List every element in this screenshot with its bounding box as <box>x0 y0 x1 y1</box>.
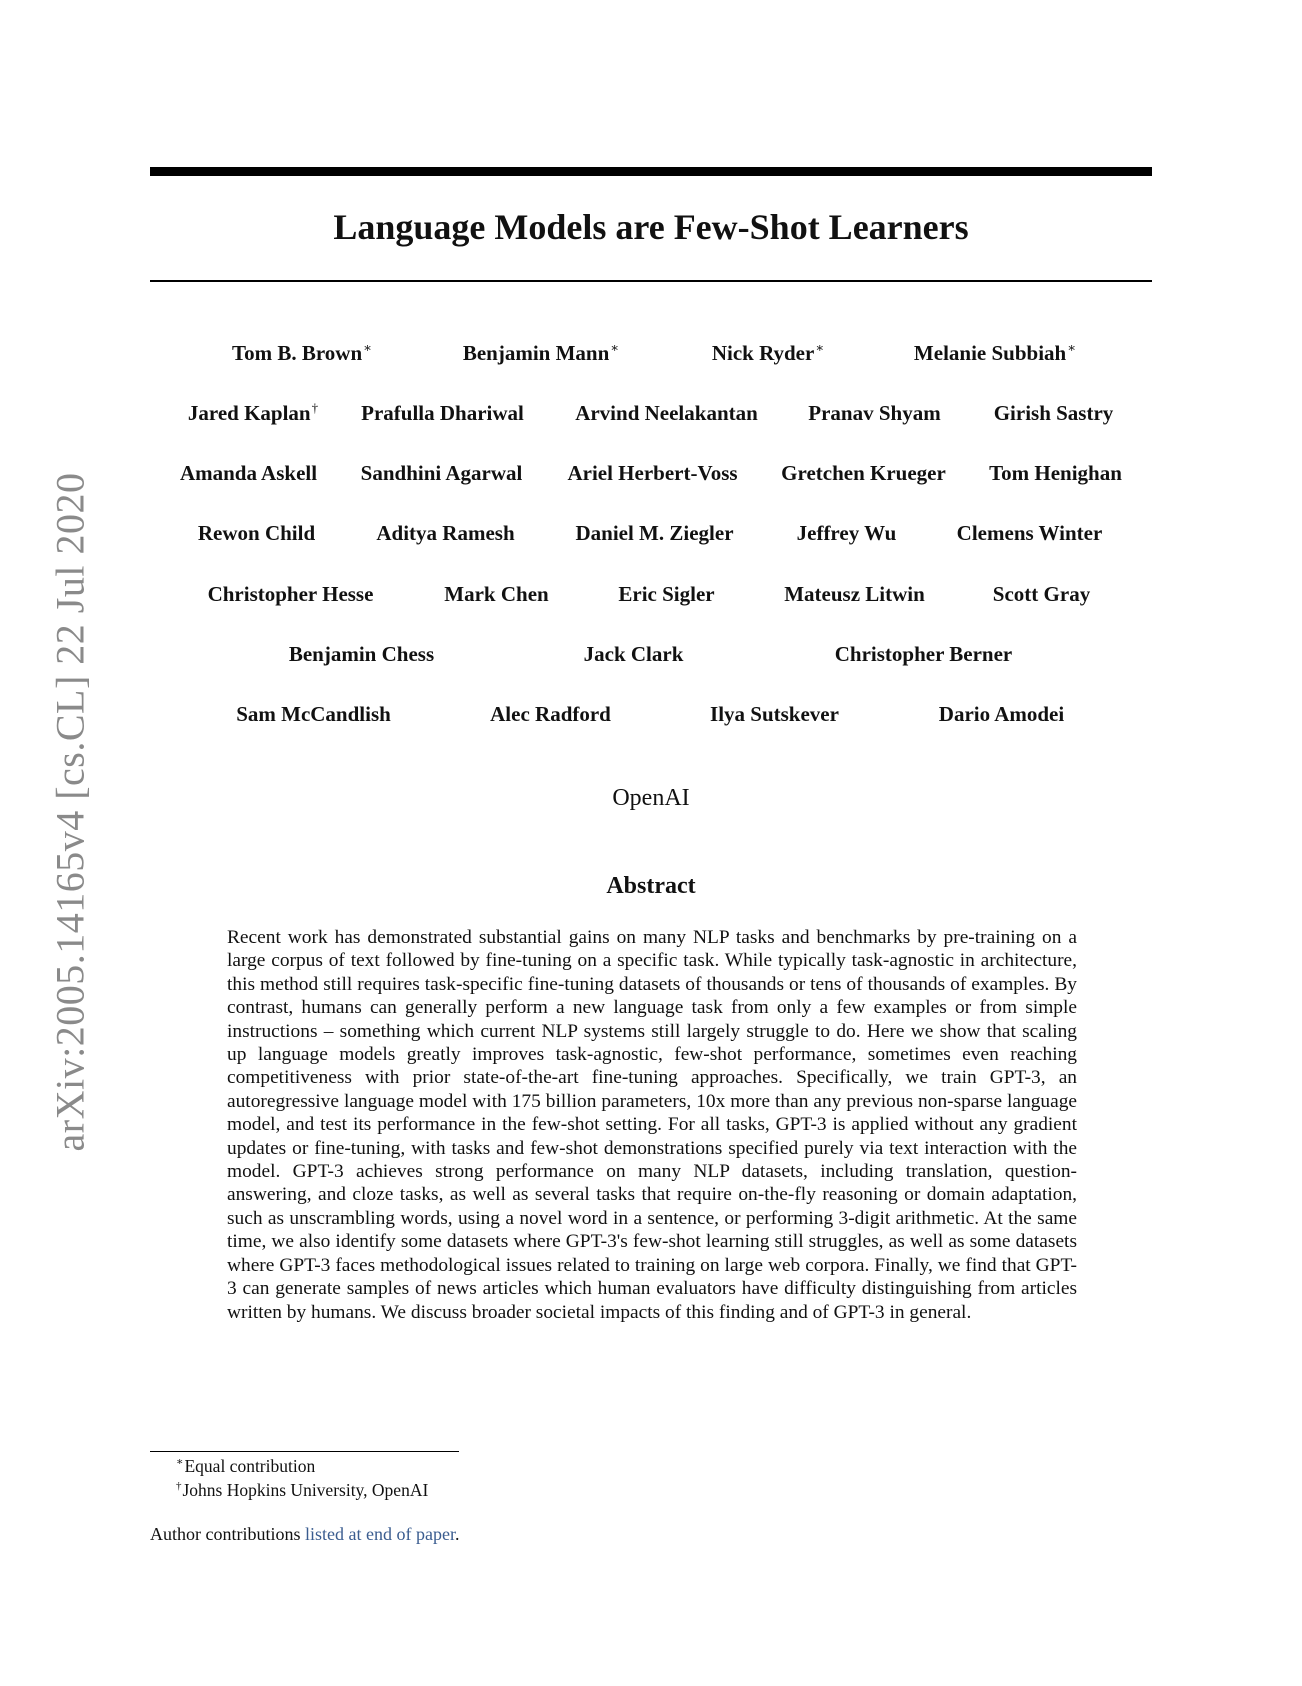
footnote-equal-contribution: ∗Equal contribution <box>176 1456 316 1476</box>
author-row-3 <box>150 458 1152 488</box>
author-name: Rewon Child <box>197 521 316 545</box>
author-contributions-link[interactable]: listed at end of paper <box>305 1524 455 1544</box>
author-name: Jeffrey Wu <box>796 521 897 545</box>
author-name: Jack Clark <box>583 642 684 666</box>
author-name: Tom B. Brown∗ <box>232 340 372 365</box>
footnote-rule <box>150 1451 459 1452</box>
title-top-rule <box>150 167 1152 176</box>
author-name: Christopher Berner <box>834 642 1013 666</box>
author-name: Mateusz Litwin <box>784 582 925 606</box>
author-name: Aditya Ramesh <box>376 521 515 545</box>
author-name: Scott Gray <box>992 582 1091 606</box>
author-name: Prafulla Dhariwal <box>361 401 524 425</box>
paper-title: Language Models are Few-Shot Learners <box>333 207 969 247</box>
author-name: Dario Amodei <box>938 702 1065 726</box>
author-name: Benjamin Chess <box>288 642 435 666</box>
footnote-affiliation: †Johns Hopkins University, OpenAI <box>176 1480 429 1500</box>
author-name: Girish Sastry <box>993 401 1114 425</box>
author-name: Clemens Winter <box>956 521 1103 545</box>
author-name: Christopher Hesse <box>207 582 374 606</box>
title-bottom-rule <box>150 280 1152 282</box>
author-name: Mark Chen <box>444 582 549 606</box>
author-name: Eric Sigler <box>618 582 715 606</box>
author-row-7 <box>150 699 1152 729</box>
author-name: Benjamin Mann∗ <box>462 340 620 365</box>
author-name: Sam McCandlish <box>236 702 391 726</box>
author-name: Jared Kaplan† <box>187 400 319 425</box>
author-contributions-note: Author contributions listed at end of paper. <box>150 1524 460 1544</box>
author-row-2 <box>150 398 1152 428</box>
abstract-heading: Abstract <box>606 873 696 899</box>
author-name: Daniel M. Ziegler <box>575 521 734 545</box>
author-name: Amanda Askell <box>179 461 318 485</box>
author-row-1 <box>150 338 1152 368</box>
author-name: Melanie Subbiah∗ <box>913 340 1077 365</box>
abstract-text: Recent work has demonstrated substantial gains on many NLP tasks and benchmarks by pre-training on a large corpus of text followed by fine-tuning on a specific task. While typically task-agnostic in architecture, this method still requires task-specific fine-tuning datasets of thousands or tens of thousands of examples. By contrast, humans can generally perform a new language task from only a few examples or from simple instructions – something which current NLP systems still largely struggle to do. Here we show that scaling up language models greatly improves task-agnostic, few-shot performance, sometimes even reaching competitiveness with prior state-of-the-art fine-tuning approaches. Specifically, we train GPT-3, an autoregressive language model with 175 billion parameters, 10x more than any previous non-sparse language model, and test its performance in the few-shot setting. For all tasks, GPT-3 is applied without any gradient updates or fine-tuning, with tasks and few-shot demonstrations specified purely via text interaction with the model. GPT-3 achieves strong performance on many NLP datasets, including translation, question-answering, and cloze tasks, as well as several tasks that require on-the-fly reasoning or domain adaptation, such as unscrambling words, using a novel word in a sentence, or performing 3-digit arithmetic. At the same time, we also identify some datasets where GPT-3's few-shot learning still struggles, as well as some datasets where GPT-3 faces methodological issues related to training on large web corpora. Finally, we find that GPT-3 can generate samples of news articles which human evaluators have difficulty distinguishing from articles written by humans. We discuss broader societal impacts of this finding and of GPT-3 in general. <box>227 927 1077 1323</box>
arxiv-identifier-stamp: arXiv:2005.14165v4 [cs.CL] 22 Jul 2020 <box>47 472 93 1152</box>
author-row-4 <box>150 518 1152 548</box>
author-name: Ariel Herbert-Voss <box>567 461 738 485</box>
author-row-5 <box>150 579 1152 609</box>
author-name: Nick Ryder∗ <box>711 340 825 365</box>
author-name: Sandhini Agarwal <box>360 461 523 485</box>
author-name: Gretchen Krueger <box>781 461 946 485</box>
author-name: Tom Henighan <box>989 461 1122 485</box>
author-name: Pranav Shyam <box>808 401 941 425</box>
affiliation: OpenAI <box>612 785 690 811</box>
author-name: Arvind Neelakantan <box>575 401 758 425</box>
author-name: Alec Radford <box>490 702 611 726</box>
author-name: Ilya Sutskever <box>710 702 839 726</box>
author-row-6 <box>150 639 1152 669</box>
